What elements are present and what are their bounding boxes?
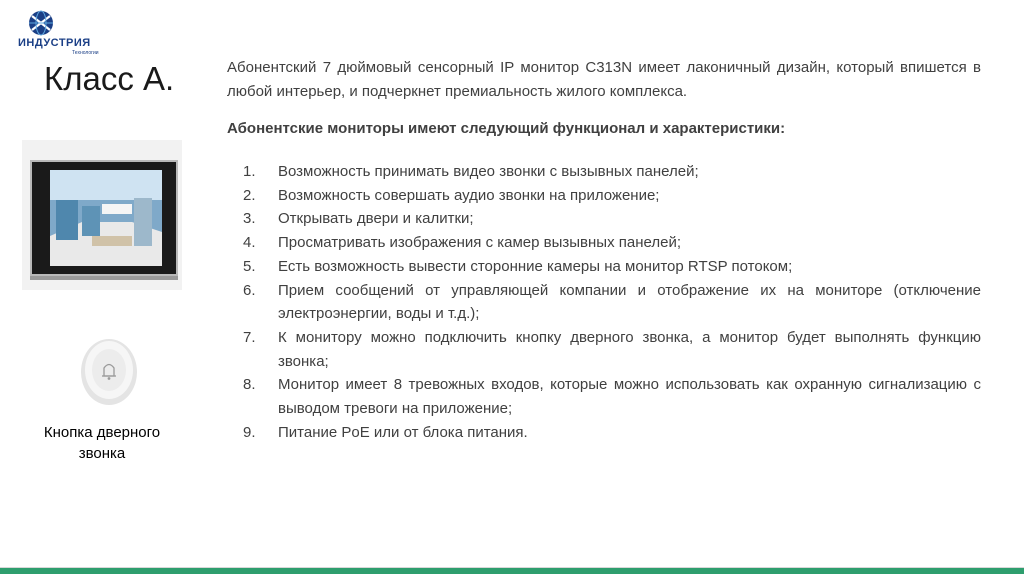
doorbell-button-image xyxy=(76,332,142,408)
feature-number: 3. xyxy=(243,210,256,228)
feature-number: 8. xyxy=(243,376,256,394)
feature-item xyxy=(227,421,981,445)
feature-text: Открывать двери и калитки; xyxy=(278,210,474,228)
feature-number: 2. xyxy=(243,186,256,204)
feature-item xyxy=(227,279,981,326)
feature-number: 4. xyxy=(243,234,256,252)
feature-text: Возможность принимать видео звонки с вызывных панелей; xyxy=(278,163,699,180)
feature-item xyxy=(227,326,981,373)
feature-item xyxy=(227,373,981,420)
feature-number: 1. xyxy=(243,163,256,180)
slide-title: Класс А. xyxy=(44,60,175,97)
feature-text: К монитору можно подключить кнопку дверного звонка, а монитор будет выполнять функцию звонка; xyxy=(278,328,981,370)
feature-text: Питание PoE или от блока питания. xyxy=(278,423,528,441)
feature-number: 5. xyxy=(243,257,256,275)
monitor-image xyxy=(22,140,182,290)
company-logo xyxy=(18,10,118,54)
feature-number: 9. xyxy=(243,423,256,441)
feature-number: 7. xyxy=(243,328,256,346)
feature-text: Монитор имеет 8 тревожных входов, которые можно использовать как охранную сигнализацию с выводом тревоги на приложение; xyxy=(278,376,981,418)
feature-item xyxy=(227,207,981,231)
doorbell-caption: Кнопка дверного звонка xyxy=(43,424,161,462)
feature-item xyxy=(227,255,981,279)
globe-logo-icon xyxy=(28,10,54,36)
feature-text: Есть возможность вывести сторонние камеры на монитор RTSP потоком; xyxy=(278,257,793,275)
feature-number: 6. xyxy=(243,281,256,299)
features-list xyxy=(227,160,981,444)
feature-text: Прием сообщений от управляющей компании и отображение их на мониторе (отключение электроэнергии, воды и т.д.); xyxy=(278,281,981,323)
footer-accent-bar xyxy=(0,568,1024,574)
feature-item xyxy=(227,231,981,255)
feature-item xyxy=(227,184,981,208)
features-heading: Абонентские мониторы имеют следующий функционал и характеристики: xyxy=(227,120,786,137)
logo-subtitle: Технологии xyxy=(72,50,99,56)
feature-item xyxy=(227,160,981,184)
feature-text: Просматривать изображения с камер вызывных панелей; xyxy=(278,234,681,252)
intro-paragraph: Абонентский 7 дюймовый сенсорный IP монитор C313N имеет лаконичный дизайн, который впишется в любой интерьер, и подчеркнет премиальность жилого комплекса. xyxy=(227,59,981,100)
feature-text: Возможность совершать аудио звонки на приложение; xyxy=(278,186,660,204)
logo-name: ИНДУСТРИЯ xyxy=(18,37,91,49)
